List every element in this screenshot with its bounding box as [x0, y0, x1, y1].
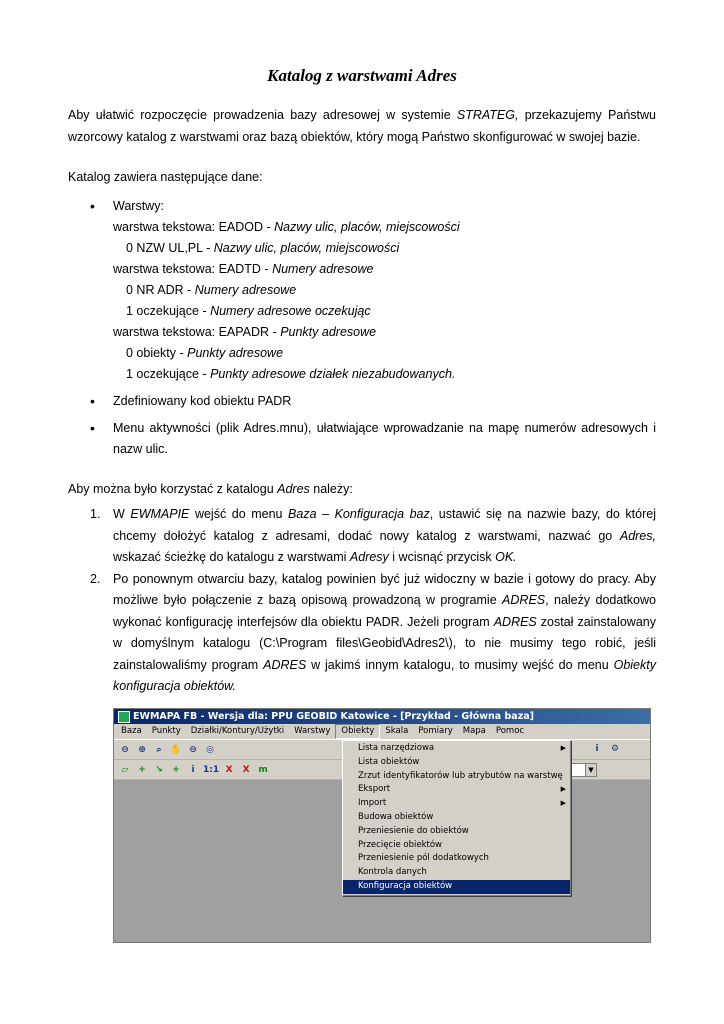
emphasis-text: Punkty adresowe [280, 325, 377, 339]
emphasis-text: Obiekty konfiguracja obiektów. [113, 657, 656, 693]
toolbar-button-icon[interactable]: ⊖ [189, 744, 197, 755]
text-run: 1 oczekujące - [126, 304, 211, 318]
dropdown-menu-item[interactable] [343, 825, 570, 839]
window-title: EWMAPA FB - Wersja dla: PPU GEOBID Katowice - [Przykład - Główna baza] [133, 711, 534, 722]
text-run: W [113, 507, 131, 521]
text-run: warstwa tekstowa: EADOD - [113, 220, 275, 234]
emphasis-text: OK. [495, 550, 517, 564]
toolbar-button-icon[interactable]: ⊕ [138, 744, 146, 755]
text-run: Po ponownym otwarciu bazy, katalog powinien być już widoczny w bazie i gotowy do pracy. Aby możliwe było połączenie z bazą opisową prowadzoną w programie [113, 571, 656, 607]
intro-paragraph [68, 104, 656, 148]
text-run: 0 NZW UL,PL - [126, 241, 214, 255]
dropdown-item-label: Przecięcie obiektów [358, 839, 442, 850]
emphasis-text: STRATEG, [456, 108, 519, 122]
emphasis-text: Adres, [619, 528, 656, 543]
dropdown-menu-item[interactable] [343, 783, 570, 797]
step-number: 2. [90, 571, 101, 586]
dropdown-menu-item[interactable] [343, 880, 570, 894]
list-item-menu [68, 418, 656, 460]
text-run: , należy dodatkowo wykonać konfigurację interfejsów dla obiektu PADR. Jeżeli program [113, 593, 656, 629]
menu-item[interactable]: Działki/Kontury/Użytki [190, 726, 285, 736]
dropdown-item-label: Eksport [358, 784, 391, 795]
window-titlebar [114, 709, 650, 724]
text-run: wskazać ścieżkę do katalogu z warstwami [113, 550, 350, 564]
text-run: 1 oczekujące - [126, 367, 211, 381]
emphasis-text: Punkty adresowe działek niezabudowanych. [210, 367, 456, 381]
toolbar-button-icon[interactable]: X [225, 764, 233, 775]
emphasis-text: Numery adresowe oczekując [210, 304, 371, 318]
document-title: Katalog z warstwami Adres [267, 66, 457, 85]
text-run: warstwa tekstowa: EAPADR - [113, 325, 281, 339]
toolbar-button-icon[interactable]: ⌕ [156, 744, 162, 755]
toolbar-button-icon[interactable]: i [595, 744, 599, 754]
obiekty-dropdown-menu [342, 740, 571, 896]
toolbar-button-icon[interactable]: ▱ [121, 764, 129, 775]
menu-text: Menu aktywności (plik Adres.mnu), ułatwiające wprowadzanie na mapę numerów adresowych i nazw ulic. [113, 421, 656, 456]
submenu-arrow-icon: ▶ [560, 785, 566, 794]
dropdown-menu-item[interactable] [343, 756, 570, 770]
dropdown-item-label: Przeniesienie do obiektów [358, 825, 469, 836]
document-page [68, 66, 656, 698]
contains-label: Katalog zawiera następujące dane: [68, 170, 263, 184]
dropdown-menu-item[interactable] [343, 852, 570, 866]
emphasis-text: ADRES [493, 614, 537, 629]
toolbar-button-icon[interactable]: + [138, 764, 146, 775]
layer-entry [113, 217, 656, 238]
toolbar-button-icon[interactable]: i [191, 764, 195, 775]
dropdown-menu-item[interactable] [343, 811, 570, 825]
app-screenshot [113, 708, 651, 943]
menu-item[interactable]: Skala [385, 726, 409, 736]
text-run: przekazujemy Państwu wzorcowy katalog z warstwami oraz bazą obiektów, który mogą Państwo skonfigurować w swojej bazie. [68, 108, 656, 144]
submenu-arrow-icon: ▶ [560, 744, 566, 752]
emphasis-text: Nazwy ulic, placów, miejscowości [213, 241, 400, 255]
toolbar-button-icon[interactable]: ⊖ [121, 744, 129, 755]
step-number: 1. [90, 507, 101, 521]
dropdown-menu-item[interactable] [343, 797, 570, 811]
emphasis-text: Numery adresowe [194, 283, 297, 297]
layer-sublayer [113, 364, 656, 385]
dropdown-item-label: Lista obiektów [358, 756, 420, 767]
emphasis-text: Punkty adresowe [187, 346, 284, 360]
emphasis-text: Numery adresowe [272, 262, 374, 276]
dropdown-item-label: Przeniesienie pól dodatkowych [358, 853, 489, 864]
menu-item[interactable]: Pomoc [495, 726, 525, 736]
text-run: 0 NR ADR - [126, 283, 195, 297]
bullet-icon: • [90, 420, 95, 436]
layer-sublayer [113, 280, 656, 301]
dropdown-item-label: Lista narzędziowa [358, 743, 435, 753]
toolbar-right-icons [590, 742, 622, 756]
menu-item[interactable]: Baza [121, 726, 142, 736]
toolbar-button-icon[interactable]: ⚙ [610, 744, 620, 754]
steps-list [68, 504, 656, 698]
dropdown-item-label: Zrzut identyfikatorów lub atrybutów na warstwę [358, 770, 563, 781]
text-run: Aby ułatwić rozpoczęcie prowadzenia bazy adresowej w systemie [68, 108, 457, 122]
text-run: , ustawić się na nazwie bazy, do której chcemy dołożyć katalog z adresami, dodać nowy katalog z warstwami, nazwać go [113, 507, 656, 543]
emphasis-text: ADRES [263, 657, 307, 672]
dropdown-menu-item[interactable] [343, 770, 570, 784]
contents-list [68, 196, 656, 460]
text-run: wejść do menu [189, 507, 289, 521]
usage-intro [68, 478, 656, 500]
submenu-arrow-icon: ▶ [560, 799, 566, 808]
text-run: 0 obiekty - [126, 346, 188, 360]
dropdown-menu-item[interactable] [343, 742, 570, 756]
menu-item[interactable]: Pomiary [418, 726, 453, 736]
list-item-code [68, 391, 656, 412]
toolbar-button-icon[interactable]: ↘ [155, 764, 163, 775]
menu-bar [114, 724, 650, 740]
emphasis-text: Baza – Konfiguracja baz [288, 507, 430, 521]
dropdown-item-label: Konfiguracja obiektów [358, 880, 453, 891]
toolbar-button-icon[interactable]: ✋ [170, 744, 182, 755]
layers-label: Warstwy: [113, 199, 164, 213]
toolbar-button-icon[interactable]: ◎ [206, 744, 214, 755]
dropdown-menu-item[interactable] [343, 839, 570, 853]
menu-item[interactable]: Warstwy [294, 726, 331, 736]
list-item-layers [68, 196, 656, 385]
menu-item[interactable]: Mapa [462, 726, 486, 736]
layer-sublayer [113, 343, 656, 364]
step-item [68, 504, 656, 569]
menu-item[interactable]: Punkty [151, 726, 181, 736]
text-run: i wcisnąć przycisk [388, 550, 496, 564]
dropdown-item-label: Budowa obiektów [358, 811, 434, 822]
layer-entry [113, 259, 656, 280]
emphasis-text: Adres [277, 482, 310, 496]
dropdown-item-label: Import [358, 798, 387, 809]
text-run: Aby można było korzystać z katalogu [68, 482, 278, 496]
toolbar-button-icon[interactable]: 1:1 [203, 764, 220, 775]
bullet-icon: • [90, 198, 95, 214]
code-text: Zdefiniowany kod obiektu PADR [113, 394, 292, 408]
layer-sublayer [113, 301, 656, 322]
text-run: warstwa tekstowa: EADTD - [113, 262, 273, 276]
text-run: należy: [309, 482, 353, 496]
bullet-icon: • [90, 393, 95, 409]
toolbar-button-icon[interactable]: m [258, 764, 268, 775]
combo-arrow-icon[interactable]: ▼ [585, 764, 596, 776]
toolbar-button-icon[interactable]: X [242, 764, 250, 775]
dropdown-menu-item[interactable] [343, 866, 570, 880]
emphasis-text: ADRES [502, 593, 546, 607]
layer-sublayer [113, 238, 656, 259]
emphasis-text: Adresy [349, 550, 389, 564]
app-icon [118, 711, 130, 723]
dropdown-item-label: Kontrola danych [358, 867, 427, 878]
toolbar-button-icon[interactable]: + [172, 764, 180, 775]
emphasis-text: EWMAPIE [130, 507, 190, 521]
layers-list [113, 217, 656, 385]
menu-item[interactable]: Obiekty [335, 724, 380, 739]
emphasis-text: Nazwy ulic, placów, miejscowości [274, 220, 460, 234]
step-item [68, 569, 656, 698]
text-run: został zainstalowany w domyślnym katalogu (C:\Program files\Geobid\Adres2\), to nie musimy tego robić, jeśli zainstalowaliśmy program [113, 614, 656, 672]
text-run: w jakimś innym katalogu, to musimy wejść do menu [306, 657, 614, 672]
layer-entry [113, 322, 656, 343]
